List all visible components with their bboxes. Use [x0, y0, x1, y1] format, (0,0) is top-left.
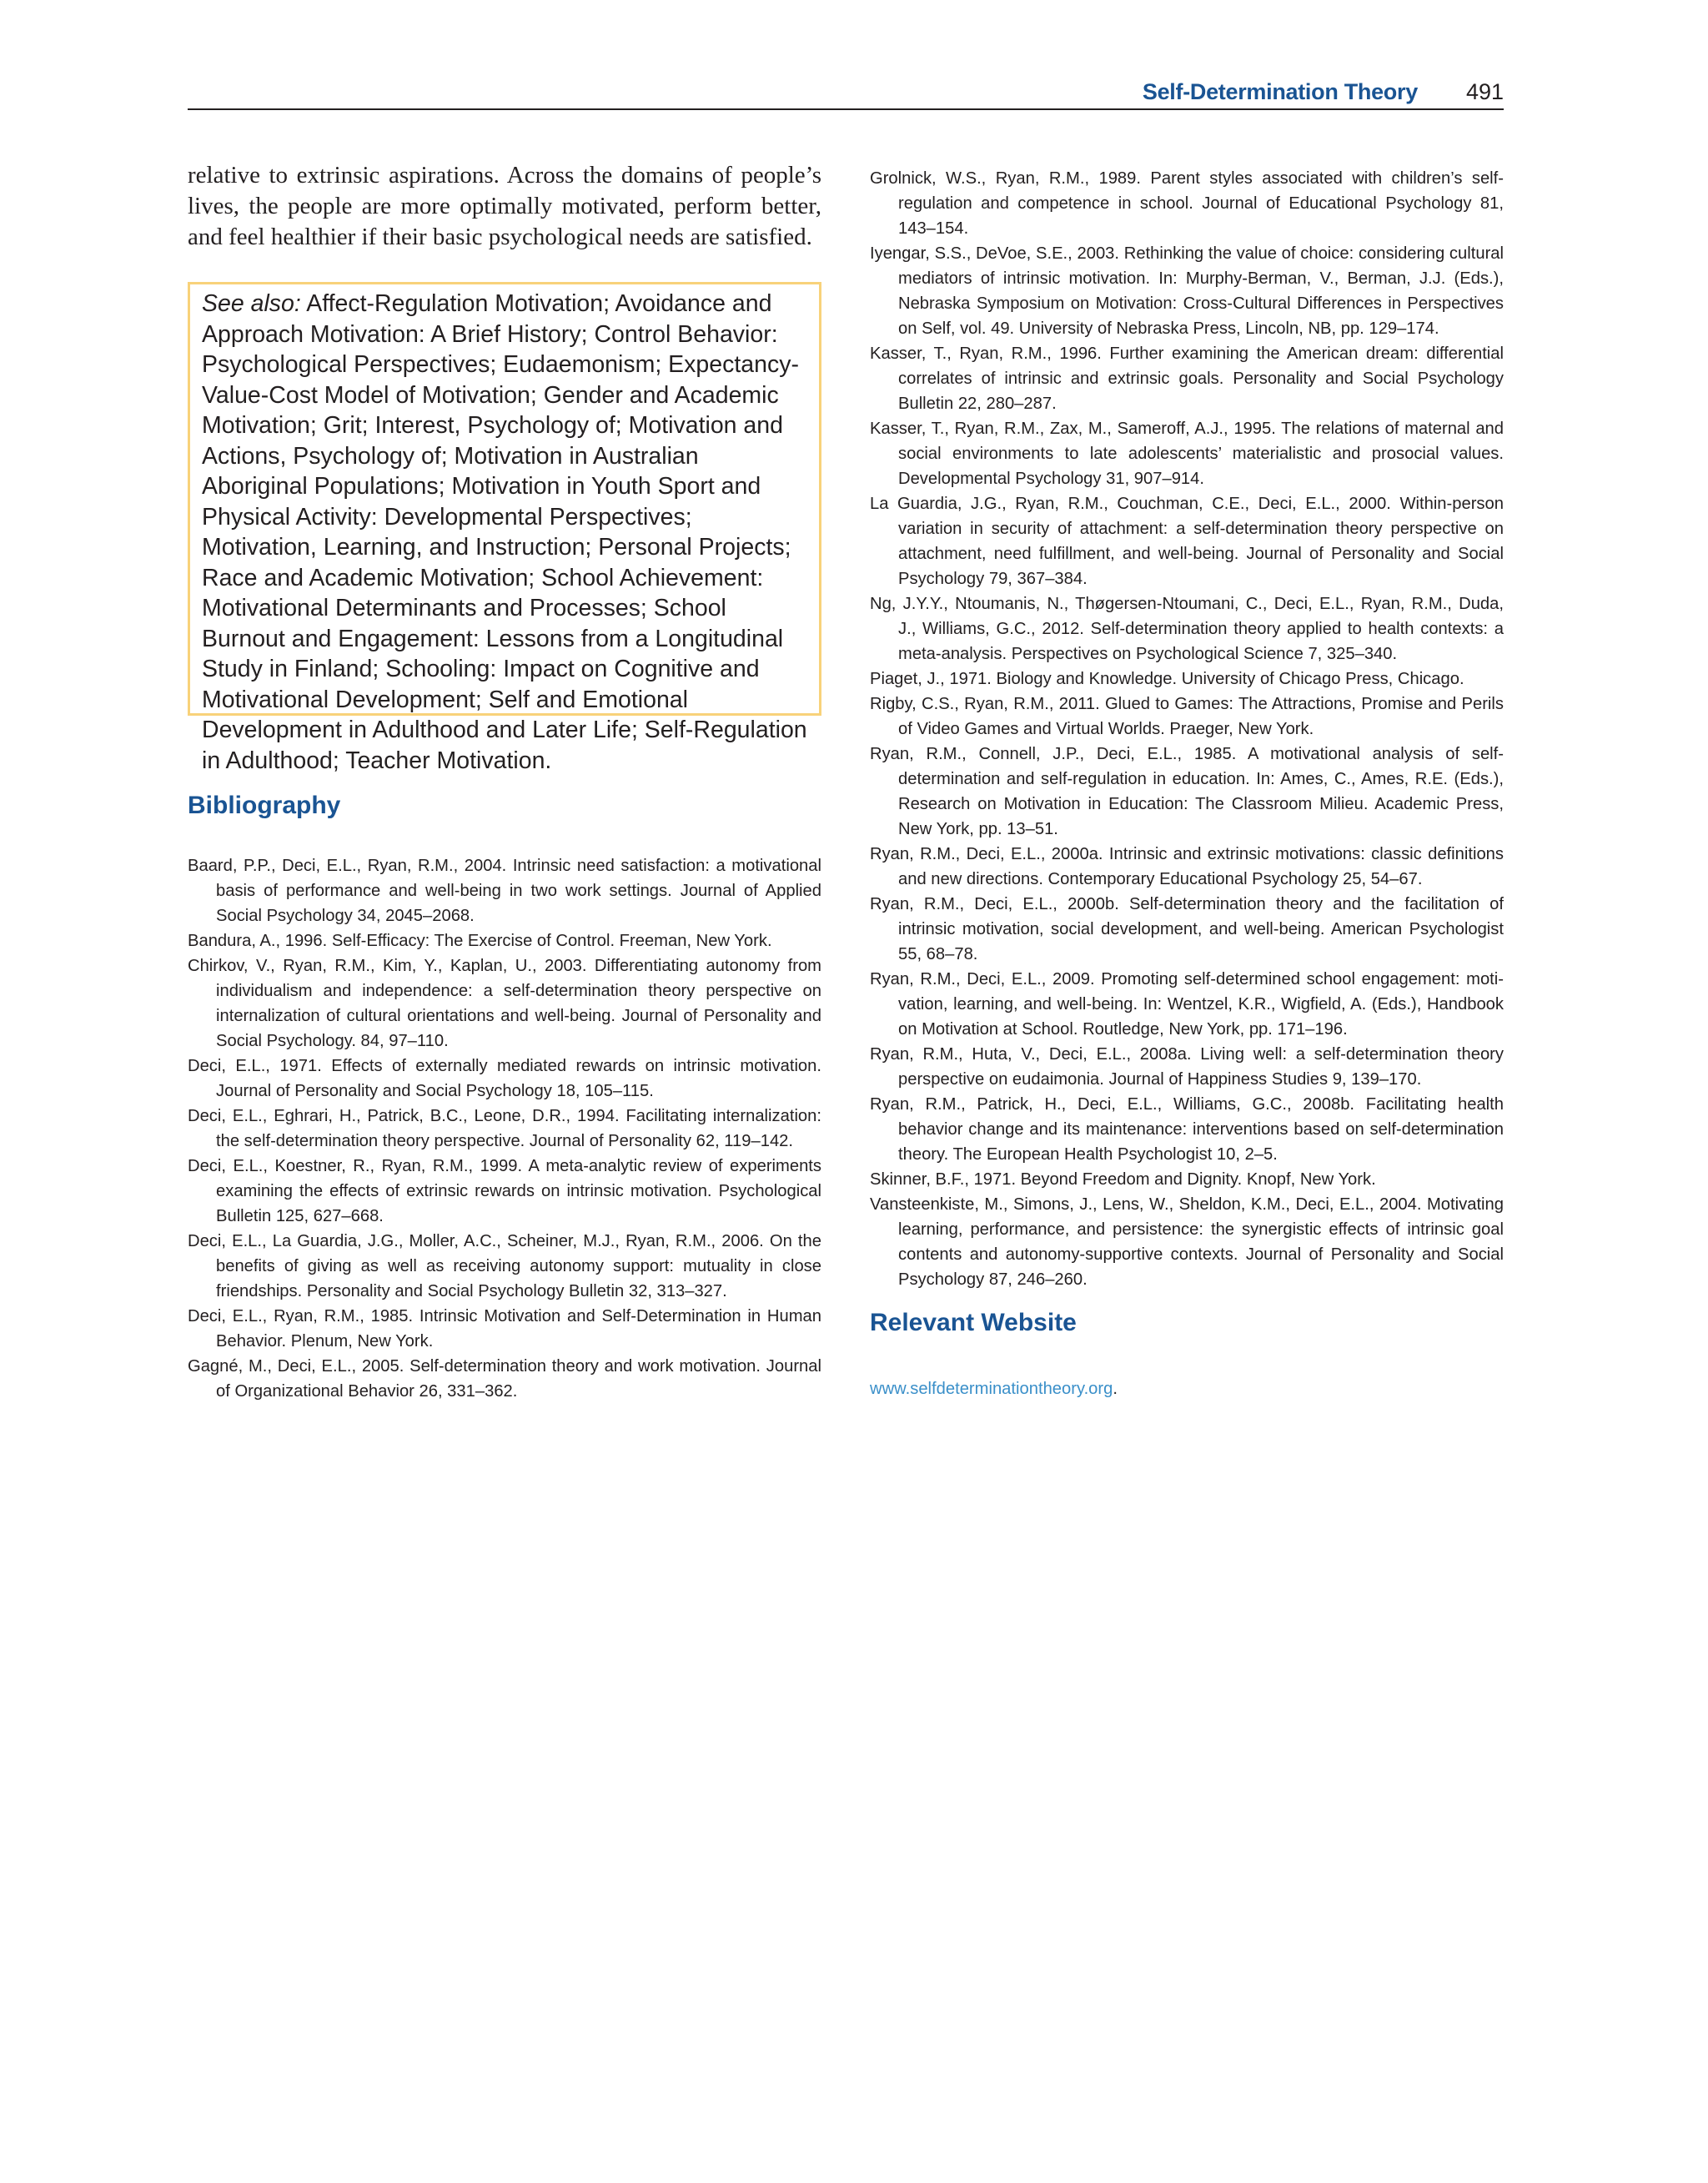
relevant-website-heading: Relevant Website	[870, 1309, 1077, 1336]
see-also-box	[188, 282, 821, 774]
reference-item: Deci, E.L., Eghrari, H., Patrick, B.C., Leone, D.R., 1994. Facilitating internalization: the self-determination theory perspective. Journal of Personality 62, 119–142.	[188, 1107, 821, 1150]
reference-item: Ryan, R.M., Deci, E.L., 2000a. Intrinsic and extrinsic motivations: classic definitions and new directions. Contemporary Educational Psychology 25, 54–67.	[870, 845, 1504, 888]
bibliography-list-right	[870, 166, 1504, 1292]
reference-item: Kasser, T., Ryan, R.M., Zax, M., Sameroff, A.J., 1995. The relations of maternal and social environments to late adolescents’ materialistic and prosocial values. Developmental Psychology 31, 907–914.	[870, 420, 1504, 488]
reference-item: Deci, E.L., Ryan, R.M., 1985. Intrinsic Motivation and Self-Determination in Human Behavior. Plenum, New York.	[188, 1307, 821, 1351]
reference-item: Iyengar, S.S., DeVoe, S.E., 2003. Rethinking the value of choice: considering cultural mediators of intrinsic motivation. In: Murphy-Berman, V., Berman, J.J. (Eds.), Nebraska Symposium on Motivation: Cross-Cultural Differences in Perspectives on Self, vol. 49. University of Nebraska Press, Lincoln, NB, pp. 129–174.	[870, 244, 1504, 338]
reference-item: Bandura, A., 1996. Self-Efficacy: The Exercise of Control. Freeman, New York.	[188, 932, 772, 950]
reference-item: Kasser, T., Ryan, R.M., 1996. Further examining the American dream: differential correlates of intrinsic and extrinsic goals. Personality and Social Psychology Bulletin 22, 280–287.	[870, 345, 1504, 413]
website-suffix: .	[1113, 1380, 1118, 1398]
reference-item: La Guardia, J.G., Ryan, R.M., Couchman, C.E., Deci, E.L., 2000. Within-person variation in security of attachment: a self-determination theory perspective on attachment, need fulfillment, and well-being. Journal of Personality and Social Psychology 79, 367–384.	[870, 495, 1504, 588]
running-head	[188, 77, 1504, 107]
relevant-website-entry	[870, 1376, 1118, 1401]
running-title: Self-Determination Theory	[1142, 79, 1418, 104]
bibliography-heading: Bibliography	[188, 792, 341, 819]
body-paragraph: relative to extrinsic aspirations. Across the domains of people’s lives, the people are more optimally motivated, perform better, and feel healthier if their basic psychological needs are satisfied.	[188, 162, 821, 250]
reference-item: Skinner, B.F., 1971. Beyond Freedom and Dignity. Knopf, New York.	[870, 1170, 1376, 1189]
reference-item: Ryan, R.M., Connell, J.P., Deci, E.L., 1985. A motivational analysis of self-determination and self-regulation in education. In: Ames, C., Ames, R.E. (Eds.), Research on Motivation in Education: The Classroom Milieu. Academic Press, New York, pp. 13–51.	[870, 745, 1504, 838]
reference-item: Baard, P.P., Deci, E.L., Ryan, R.M., 2004. Intrinsic need satisfaction: a motivational basis of performance and well-being in two work settings. Journal of Applied Social Psychology 34, 2045–2068.	[188, 857, 821, 925]
page-number: 491	[1465, 79, 1504, 104]
see-also-label: See also:	[202, 290, 301, 317]
website-link[interactable]: www.selfdeterminationtheory.org	[870, 1380, 1113, 1398]
reference-item: Deci, E.L., 1971. Effects of externally mediated rewards on intrinsic motivation. Journal of Personality and Social Psychology 18, 105–115.	[188, 1057, 821, 1100]
reference-item: Ryan, R.M., Deci, E.L., 2000b. Self-determination theory and the facilitation of intrinsic motivation, social development, and well-being. American Psychologist 55, 68–78.	[870, 895, 1504, 963]
reference-item: Ryan, R.M., Deci, E.L., 2009. Promoting self-determined school engagement: moti-vation, learning, and well-being. In: Wentzel, K.R., Wigfield, A. (Eds.), Handbook on Motivation at School. Routledge, New York, pp. 171–196.	[870, 970, 1504, 1039]
reference-item: Ng, J.Y.Y., Ntoumanis, N., Thøgersen-Ntoumani, C., Deci, E.L., Ryan, R.M., Duda, J., Williams, G.C., 2012. Self-determination theory applied to health contexts: a meta-analysis. Perspectives on Psychological Science 7, 325–340.	[870, 595, 1504, 663]
see-also-text: Affect-Regulation Motivation; Avoidance and Approach Motivation: A Brief History; Control Behavior: Psychological Perspectives; Eudaemonism; Expectancy-Value-Cost Model of Motivation; Gender and Academic Motivation; Grit; Interest, Psychology of; Motivation and Actions, Psychology of; Motivation in Australian Aboriginal Populations; Motivation in Youth Sport and Physical Activity: Developmental Perspectives; Motivation, Learning, and Instruction; Personal Projects; Race and Academic Motivation; School Achievement: Motivational Determinants and Processes; School Burnout and Engagement: Lessons from a Longitudinal Study in Finland; Schooling: Impact on Cognitive and Motivational Development; Self and Emotional Development in Adulthood and Later Life; Self-Regulation in Adulthood; Teacher Motivation.	[202, 290, 807, 774]
reference-item: Piaget, J., 1971. Biology and Knowledge. University of Chicago Press, Chicago.	[870, 670, 1464, 688]
bibliography-list-left	[188, 853, 821, 1404]
reference-item: Rigby, C.S., Ryan, R.M., 2011. Glued to Games: The Attractions, Promise and Perils of Video Games and Virtual Worlds. Praeger, New York.	[870, 695, 1504, 738]
header-rule	[188, 108, 1504, 110]
reference-item: Deci, E.L., La Guardia, J.G., Moller, A.C., Scheiner, M.J., Ryan, R.M., 2006. On the benefits of giving as well as receiving autonomy support: mutuality in close friendships. Personality and Social Psychology Bulletin 32, 313–327.	[188, 1232, 821, 1300]
reference-item: Chirkov, V., Ryan, R.M., Kim, Y., Kaplan, U., 2003. Differentiating autonomy from individualism and independence: a self-determination theory perspective on internalization of cultural orientations and well-being. Journal of Personality and Social Psychology. 84, 97–110.	[188, 957, 821, 1050]
reference-item: Ryan, R.M., Huta, V., Deci, E.L., 2008a. Living well: a self-determination theory perspective on eudaimonia. Journal of Happiness Studies 9, 139–170.	[870, 1045, 1504, 1089]
reference-item: Vansteenkiste, M., Simons, J., Lens, W., Sheldon, K.M., Deci, E.L., 2004. Motivating learning, performance, and persistence: the synergistic effects of intrinsic goal contents and autonomy-supportive contexts. Journal of Personality and Social Psychology 87, 246–260.	[870, 1195, 1504, 1289]
reference-item: Deci, E.L., Koestner, R., Ryan, R.M., 1999. A meta-analytic review of experiments examining the effects of extrinsic rewards on intrinsic motivation. Psychological Bulletin 125, 627–668.	[188, 1157, 821, 1225]
reference-item: Gagné, M., Deci, E.L., 2005. Self-determination theory and work motivation. Journal of Organizational Behavior 26, 331–362.	[188, 1357, 821, 1401]
reference-item: Grolnick, W.S., Ryan, R.M., 1989. Parent styles associated with children’s self-regulation and competence in school. Journal of Educational Psychology 81, 143–154.	[870, 169, 1504, 238]
reference-item: Ryan, R.M., Patrick, H., Deci, E.L., Williams, G.C., 2008b. Facilitating health behavior change and its maintenance: interventions based on self-determination theory. The European Health Psychologist 10, 2–5.	[870, 1095, 1504, 1164]
